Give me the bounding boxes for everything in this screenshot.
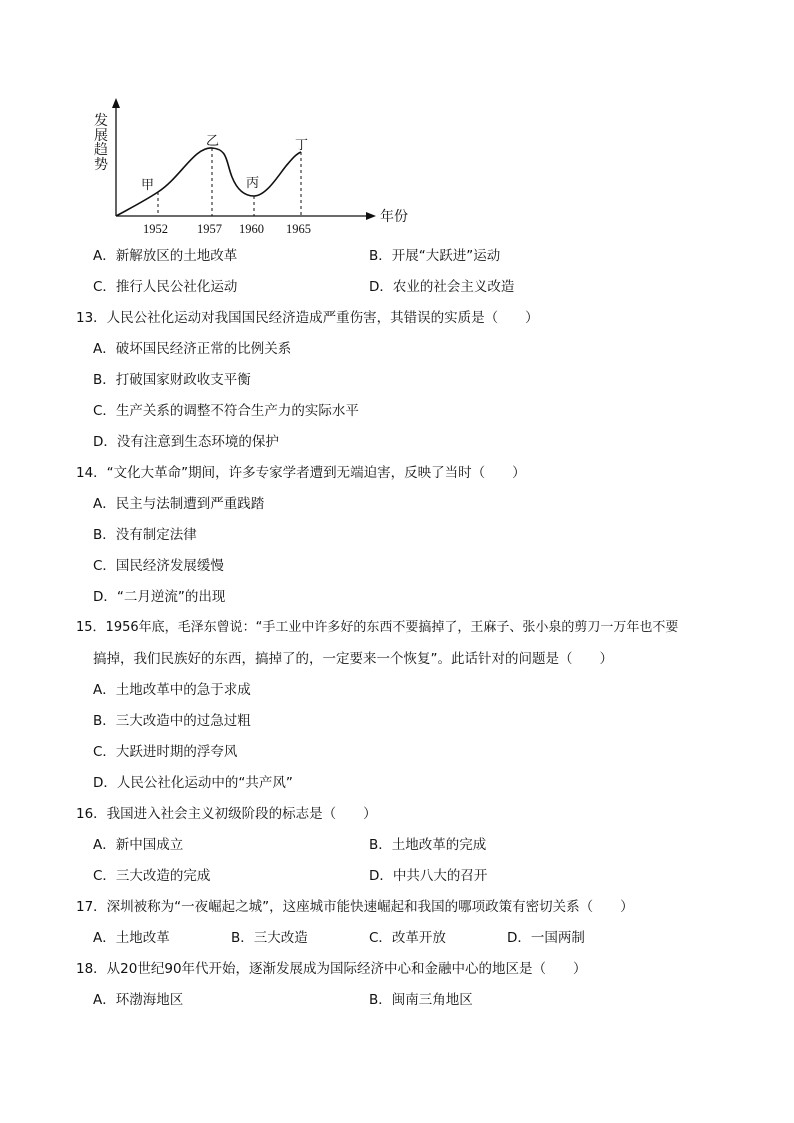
q17-stem: 17．深圳被称为“一夜崛起之城”，这座城市能快速崛起和我国的哪项政策有密切关系（ ）	[76, 899, 634, 915]
q14-option-b: B．没有制定法律	[93, 527, 197, 543]
q17-option-d: D．一国两制	[507, 930, 585, 946]
q18-options-row-1	[76, 988, 736, 1019]
y-label-char: 势	[94, 156, 108, 173]
point-label-jia: 甲	[141, 178, 155, 193]
q12-option-b: B．开展“大跃进”运动	[369, 248, 501, 264]
q14-option-d: D．“二月逆流”的出现	[93, 589, 226, 605]
x-tick-1957: 1957	[197, 222, 222, 236]
q13-option-b: B．打破国家财政收支平衡	[93, 372, 251, 388]
q14-stem: 14．“文化大革命”期间，许多专家学者遭到无端迫害，反映了当时（ ）	[76, 465, 526, 481]
x-tick-1965: 1965	[286, 222, 311, 236]
x-axis-label: 年份	[380, 209, 408, 225]
q15-option-b: B．三大改造中的过急过粗	[93, 713, 251, 729]
trend-figure	[86, 92, 426, 240]
q12-option-d: D．农业的社会主义改造	[369, 279, 515, 295]
q13-option-c: C．生产关系的调整不符合生产力的实际水平	[93, 403, 359, 419]
x-tick-1960: 1960	[239, 222, 264, 236]
question-list	[76, 244, 736, 1019]
point-label-ding: 丁	[295, 138, 309, 153]
q16-options-row-1	[76, 833, 736, 864]
q18-option-b: B．闽南三角地区	[369, 992, 473, 1008]
q14-option-a: A．民主与法制遭到严重践踏	[93, 496, 265, 512]
q18-option-a: A．环渤海地区	[93, 992, 184, 1008]
q15-stem-line-1: 15．1956年底，毛泽东曾说：“手工业中许多好的东西不要搞掉了，王麻子、张小泉的剪刀一万年也不要	[76, 620, 679, 635]
y-axis-arrow	[112, 98, 120, 108]
x-tick-1952: 1952	[143, 222, 168, 236]
q17-option-c: C．改革开放	[369, 930, 446, 946]
x-axis-arrow	[366, 212, 376, 220]
q16-options-row-2	[76, 864, 736, 895]
q16-stem: 16．我国进入社会主义初级阶段的标志是（ ）	[76, 806, 377, 822]
q15-stem-line-2: 搞掉，我们民族好的东西，搞掉了的，一定要来一个恢复”。此话针对的问题是（ ）	[93, 651, 613, 667]
trend-chart	[86, 92, 426, 240]
y-label-char: 趋	[94, 142, 108, 158]
q17-options-row	[76, 926, 736, 957]
q13-option-d: D．没有注意到生态环境的保护	[93, 434, 279, 450]
q16-option-a: A．新中国成立	[93, 837, 184, 853]
q15-option-a: A．土地改革中的急于求成	[93, 682, 251, 698]
q16-option-b: B．土地改革的完成	[369, 837, 487, 853]
y-label-char: 展	[94, 127, 108, 144]
q16-option-c: C．三大改造的完成	[93, 868, 211, 884]
q17-option-a: A．土地改革	[93, 930, 170, 946]
point-label-yi: 乙	[206, 134, 220, 149]
q13-option-a: A．破坏国民经济正常的比例关系	[93, 341, 292, 357]
point-label-bing: 丙	[246, 176, 260, 191]
q12-options-row-2	[76, 275, 736, 306]
y-axis-label	[93, 114, 109, 172]
q15-option-d: D．人民公社化运动中的“共产风”	[93, 775, 293, 791]
q17-option-b: B．三大改造	[231, 930, 308, 946]
q18-stem: 18．从20世纪90年代开始，逐渐发展成为国际经济中心和金融中心的地区是（ ）	[76, 961, 587, 977]
q16-option-d: D．中共八大的召开	[369, 868, 488, 884]
q14-option-c: C．国民经济发展缓慢	[93, 558, 224, 574]
y-label-char: 发	[94, 113, 108, 129]
q15-option-c: C．大跃进时期的浮夸风	[93, 744, 238, 760]
q13-stem: 13．人民公社化运动对我国国民经济造成严重伤害，其错误的实质是（ ）	[76, 310, 539, 326]
q12-option-a: A．新解放区的土地改革	[93, 248, 238, 264]
q12-option-c: C．推行人民公社化运动	[93, 279, 238, 295]
q12-options-row-1	[76, 244, 736, 275]
